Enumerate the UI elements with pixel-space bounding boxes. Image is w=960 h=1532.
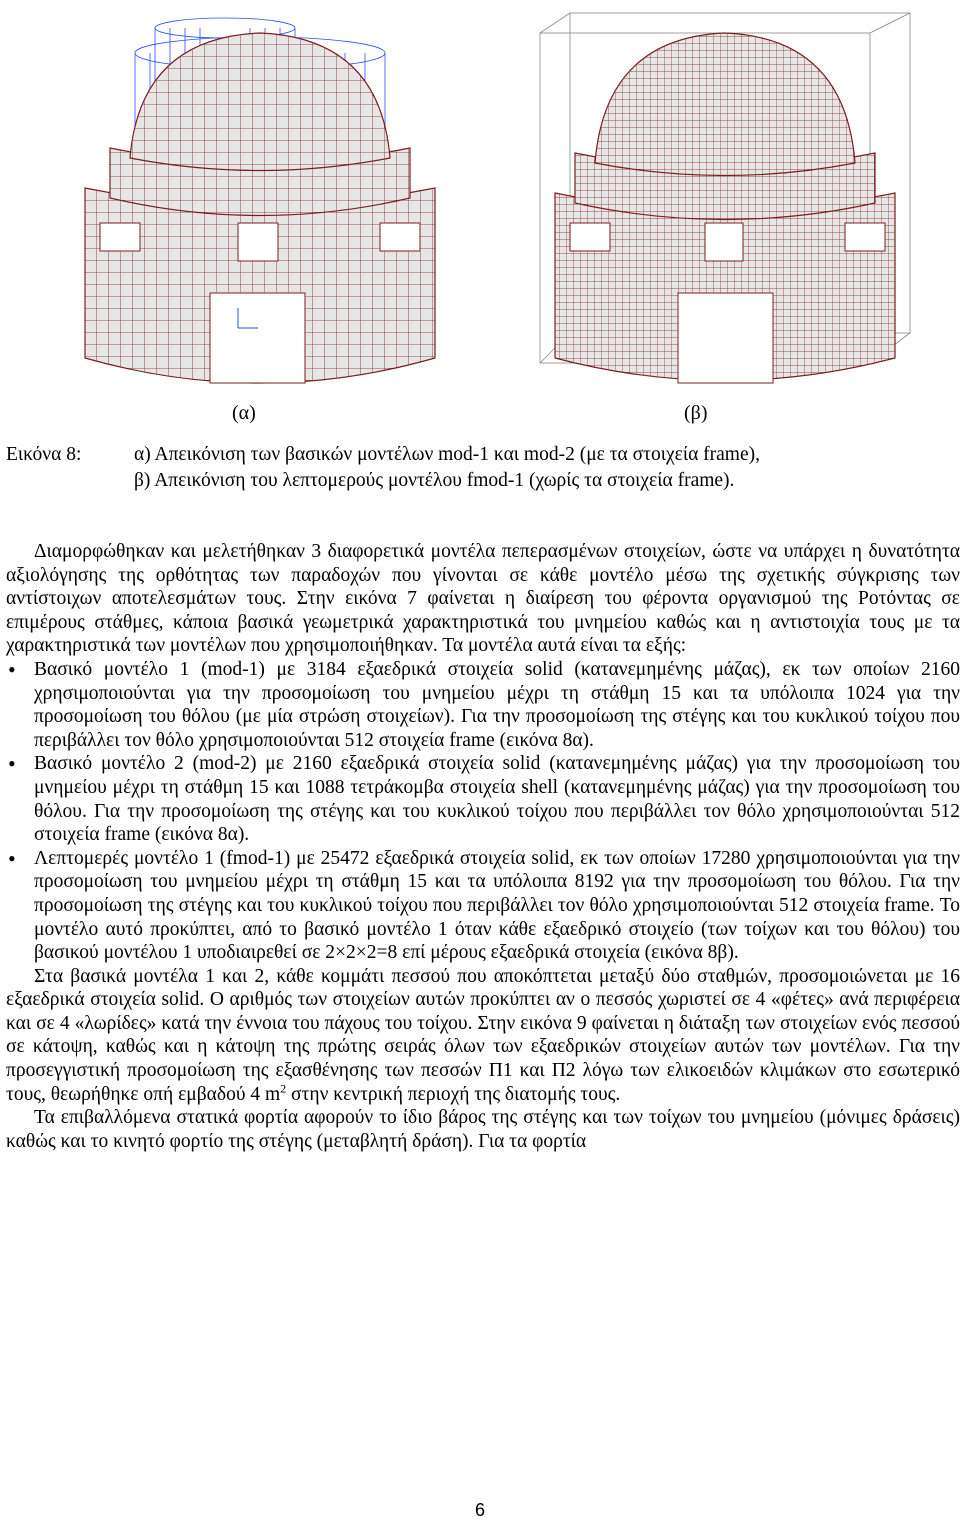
list-item-mod-2: • Βασικό μοντέλο 2 (mod-2) με 2160 εξαεδρικά στοιχεία solid (κατανεμημένης μάζας) για την προσομοίωση του μνημείου μέχρι τη στάθμη 15 και 1088 τετράκομβα στοιχεία shell (κατανεμημένης μάζας) για την προσομοίωση του θόλου. Για την προσομοίωση της στέγης και του κυκλικού τοίχου που περιβάλλει τον θόλο χρησιμοποιούνται 512 στοιχεία frame (εικόνα 8α). [6, 752, 960, 846]
dome [130, 33, 390, 171]
figure-8 [60, 8, 940, 398]
door-opening [210, 293, 305, 383]
side-niche [570, 223, 610, 251]
figure-model-a [60, 8, 460, 398]
list-item-mod-1: • Βασικό μοντέλο 1 (mod-1) με 3184 εξαεδρικά στοιχεία solid (κατανεμημένης μάζας), εκ των οποίων 2160 χρησιμοποιούνται για την προσομοίωση του μνημείου μέχρι τη στάθμη 15 και τα υπόλοιπα 1024 για την προσομοίωση του θόλου (με μία στρώση στοιχείων). Για την προσομοίωση της στέγης και του κυκλικού τοίχου που περιβάλλει τον θόλο χρησιμοποιούνται 512 στοιχεία frame (εικόνα 8α). [6, 658, 960, 752]
door-opening [678, 293, 773, 383]
side-niche [100, 223, 140, 251]
caption-line-b: β) Απεικόνιση του λεπτομερούς μοντέλου fmod-1 (χωρίς τα στοιχεία frame). [134, 470, 735, 491]
page-number: 6 [474, 1500, 485, 1520]
figure-label-a: (α) [232, 402, 256, 424]
figure-label-b: (β) [684, 402, 708, 424]
caption-line-a: α) Απεικόνιση των βασικών μοντέλων mod-1 και mod-2 (με τα στοιχεία frame), [134, 444, 760, 465]
dome [595, 33, 855, 176]
list-item-fmod-1: • Λεπτομερές μοντέλο 1 (fmod-1) με 25472 εξαεδρικά στοιχεία solid, εκ των οποίων 17280 χρησιμοποιούνται για την προσομοίωση του μνημείου μέχρι τη στάθμη 15 και τα υπόλοιπα 8192 για την προσομοίωση του θόλου. Για την προσομοίωση της στέγης και του κυκλικού τοίχου που περιβάλλει τον θόλο χρησιμοποιούνται 512 στοιχεία frame. Το μοντέλο αυτό προκύπτει, από το βασικό μοντέλο 1 όταν κάθε εξαεδρικό στοιχείο (των τοίχων και του θόλου) του βασικού μοντέλου 1 υποδιαιρεθεί σε 2×2×2=8 επί μέρους εξαεδρικά στοιχεία (εικόνα 8β). [6, 847, 960, 965]
paragraph-piers [6, 965, 960, 1107]
figure-model-b [510, 8, 930, 398]
caption-label: Εικόνα 8: [6, 444, 82, 465]
window-opening [705, 223, 743, 261]
paragraph-piers-end: στην κεντρική περιοχή της διατομής τους. [286, 1083, 621, 1105]
superscript: 2 [280, 1081, 287, 1096]
side-niche [380, 223, 420, 251]
paragraph-piers-text: Στα βασικά μοντέλα 1 και 2, κάθε κομμάτι πεσσού που αποκόπτεται μεταξύ δύο σταθμών, προσομοιώνεται με 16 εξαεδρικά στοιχεία solid. Ο αριθμός των στοιχείων αυτών προκύπτει αν ο πεσσός χωριστεί σε 4 «φέτες» ανά περιφέρεια και σε 4 «λωρίδες» κατά την έννοια του πάχους του τοίχου. Στην εικόνα 9 φαίνεται η διάταξη των στοιχείων ενός πεσσού σε κάτοψη, καθώς και η κάτοψη της πρώτης σειράς όλων των εξαεδρικών στοιχείων αυτών των μοντέλων. Για την προσεγγιστική προσομοίωση της εξασθένησης των πεσσών Π1 και Π2 λόγω των ελικοειδών κλιμάκων στο εσωτερικό τους, θεωρήθηκε οπή εμβαδού 4 m [6, 965, 960, 1105]
body-text [6, 540, 960, 1153]
paragraph-intro: Διαμορφώθηκαν και μελετήθηκαν 3 διαφορετικά μοντέλα πεπερασμένων στοιχείων, ώστε να υπάρχει η δυνατότητα αξιολόγησης της ορθότητας των παραδοχών που γίνονται σε κάθε μοντέλο μέσω της σχετικής σύγκρισης των αντίστοιχων αποτελεσμάτων τους. Στην εικόνα 7 φαίνεται η διαίρεση του φέροντα οργανισμού της Ροτόντας σε επιμέρους στάθμες, κάποια βασικά γεωμετρικά χαρακτηριστικά του μνημείου καθώς και η αντιστοιχία τους με τα χαρακτηριστικά των μοντέλων που χρησιμοποιήθηκαν. Τα μοντέλα αυτά είναι τα εξής: [6, 541, 960, 657]
side-niche [845, 223, 885, 251]
window-opening [238, 223, 278, 261]
paragraph-loads: Τα επιβαλλόμενα στατικά φορτία αφορούν το ίδιο βάρος της στέγης και των τοίχων του μνημείου (μόνιμες δράσεις) καθώς και το κινητό φορτίο της στέγης (μεταβλητή δράση). Για τα φορτία [6, 1107, 960, 1152]
model-list [6, 658, 960, 965]
